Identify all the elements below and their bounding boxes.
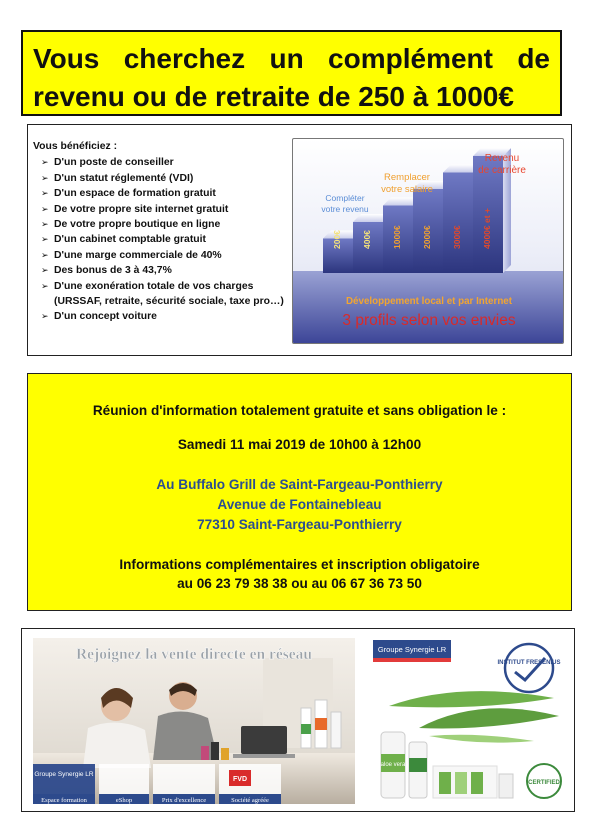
feature-tile-label: Espace formation [41, 797, 87, 804]
floor-shadow [293, 271, 564, 344]
benefit-text: D'un concept voiture [54, 311, 157, 323]
arrow-bullet-icon: ➢ [41, 219, 49, 230]
benefit-text: D'un statut réglementé (VDI) [54, 172, 194, 184]
benefits-intro: Vous bénéficiez : [33, 141, 118, 152]
aloe-vera-photo [369, 636, 564, 806]
feature-tile [99, 764, 149, 804]
arrow-bullet-icon: ➢ [41, 265, 49, 276]
meeting-intro: Réunion d'information totalement gratuite et sans obligation le : [92, 403, 507, 418]
meeting-address-3: 77310 Saint-Fargeau-Ponthierry [197, 517, 402, 532]
callout-replace-line2: votre salaire [381, 184, 433, 195]
feature-tile [153, 764, 215, 804]
callout-career-line2: de carrière [478, 165, 526, 176]
arrow-bullet-icon: ➢ [41, 203, 49, 214]
synergie-logo-text: Groupe Synergie LR [34, 771, 94, 778]
arrow-bullet-icon: ➢ [41, 172, 49, 183]
svg-text:INSTITUT FRESENIUS: INSTITUT FRESENIUS [497, 660, 561, 666]
fvd-badge-text: FVD [233, 776, 247, 783]
feature-tile-label: eShop [115, 797, 133, 804]
svg-text:Groupe Synergie LR: Groupe Synergie LR [377, 645, 447, 654]
income-step-label: 3000€ [452, 225, 462, 249]
income-profiles-graphic [292, 138, 564, 344]
benefit-text: D'un cabinet comptable gratuit [54, 234, 206, 246]
income-step-label: 1000€ [392, 225, 402, 249]
graphic-title: 3 profils selon vos envies [342, 312, 516, 329]
info-line-2: au 06 23 79 38 38 ou au 06 67 36 73 50 [177, 576, 422, 591]
benefit-text: D'un poste de conseiller [54, 157, 174, 169]
benefit-item [33, 155, 288, 170]
benefit-text: D'une exonération totale de vos charges (URSSAF, retraite, sécurité sociale, taxe pro…) [54, 280, 284, 308]
feature-tile-label: Prix d'excellence [161, 797, 207, 804]
callout-career-line1: Revenu [484, 153, 520, 164]
income-step-label: 2000€ [422, 225, 432, 249]
headline-banner [21, 30, 562, 116]
svg-text:aloe vera: aloe vera [380, 762, 406, 768]
graphic-subtitle: Développement local et par Internet [345, 296, 513, 307]
benefit-text: De votre propre boutique en ligne [54, 219, 221, 231]
arrow-bullet-icon: ➢ [41, 249, 49, 260]
callout-career [478, 153, 526, 176]
benefit-item [33, 171, 288, 186]
arrow-bullet-icon: ➢ [41, 188, 49, 199]
income-step-label: 4000€ et + [482, 208, 492, 249]
income-step-label: 200€ [332, 230, 342, 249]
arrow-bullet-icon: ➢ [41, 234, 49, 245]
benefit-item [33, 217, 288, 232]
feature-tile [33, 764, 95, 804]
benefit-item [33, 309, 288, 324]
callout-complete [321, 193, 369, 214]
meeting-address-2: Avenue de Fontainebleau [217, 497, 382, 512]
person-woman-body [83, 722, 151, 768]
fresenius-seal [505, 644, 553, 692]
meeting-address-1: Au Buffalo Grill de Saint-Fargeau-Ponthierry [156, 477, 443, 492]
benefits-section [27, 124, 572, 356]
laptop-icon [241, 726, 287, 754]
callout-complete-line2: votre revenu [321, 204, 369, 214]
arrow-bullet-icon: ➢ [41, 311, 49, 322]
benefit-item [33, 248, 288, 263]
income-step-label: 400€ [362, 230, 372, 249]
benefits-list [33, 139, 288, 325]
benefit-item [33, 202, 288, 217]
benefit-item [33, 232, 288, 247]
arrow-bullet-icon: ➢ [41, 280, 49, 291]
callout-replace-line1: Remplacer [384, 172, 430, 183]
callout-replace [381, 172, 433, 195]
benefit-text: De votre propre site internet gratuit [54, 203, 229, 215]
join-banner-text: Rejoignez la vente directe en réseau [75, 646, 313, 663]
direct-sales-photo [33, 638, 355, 804]
meeting-info-box [27, 373, 572, 611]
arrow-bullet-icon: ➢ [41, 157, 49, 168]
income-steps-illustration [293, 139, 564, 344]
feature-tile-label: Société agréée [231, 797, 269, 804]
meeting-date: Samedi 11 mai 2019 de 10h00 à 12h00 [177, 437, 422, 452]
benefit-text: D'un espace de formation gratuit [54, 188, 216, 200]
benefit-text: Des bonus de 3 à 43,7% [54, 265, 172, 277]
headline-line-1: Vous cherchez un complément de [33, 43, 550, 74]
headline-line-2: revenu ou de retraite de 250 à 1000€ [33, 81, 514, 112]
callout-complete-line1: Compléter [325, 193, 365, 203]
benefit-item [33, 279, 288, 310]
svg-text:CERTIFIED: CERTIFIED [528, 780, 560, 786]
photos-section [21, 628, 575, 812]
info-line-1: Informations complémentaires et inscription obligatoire [119, 557, 480, 572]
benefit-item [33, 186, 288, 201]
benefit-text: D'une marge commerciale de 40% [54, 249, 222, 261]
benefit-item [33, 263, 288, 278]
